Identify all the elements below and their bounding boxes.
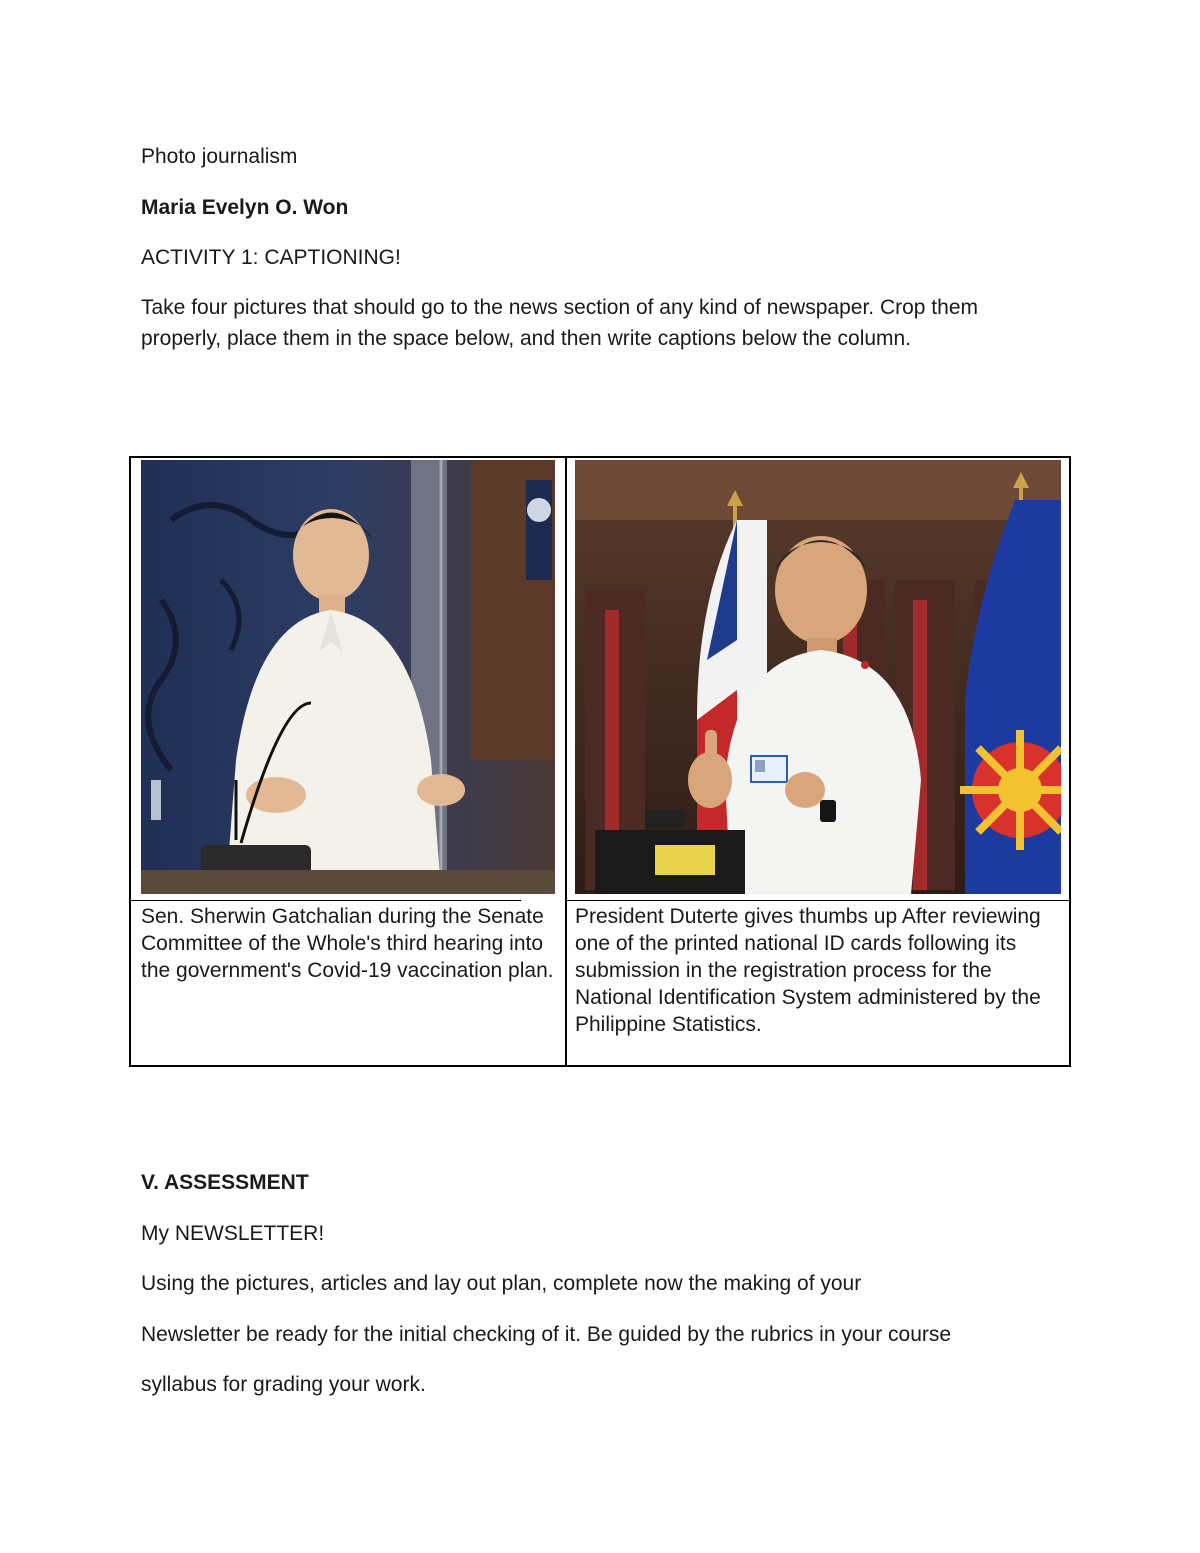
table-column-divider — [565, 458, 567, 1065]
table-row-divider-right — [567, 900, 1069, 901]
activity-instructions: Take four pictures that should go to the news section of any kind of newspaper. Crop them properly, place them in the space below, and then write captions below the column. — [141, 296, 978, 350]
senator-photo-caption: Sen. Sherwin Gatchalian during the Senate Committee of the Whole's third hearing into the government's Covid-19 vaccination plan. — [141, 905, 554, 982]
assessment-text-line-2: Newsletter be ready for the initial checking of it. Be guided by the rubrics in your course — [141, 1323, 952, 1346]
assessment-text-line-1: Using the pictures, articles and lay out plan, complete now the making of your — [141, 1272, 862, 1295]
assessment-heading: V. ASSESSMENT — [141, 1171, 309, 1194]
subject-title: Photo journalism — [141, 145, 298, 168]
photo-caption-table — [129, 456, 1071, 1067]
president-photo-caption: President Duterte gives thumbs up After reviewing one of the printed national ID cards following its submission in the registration process for the National Identification System administered by the Philippine Statistics. — [575, 905, 1041, 1036]
activity-title: ACTIVITY 1: CAPTIONING! — [141, 246, 401, 269]
assessment-subheading: My NEWSLETTER! — [141, 1222, 325, 1245]
table-row-divider-left — [131, 900, 521, 901]
assessment-text-line-3: syllabus for grading your work. — [141, 1373, 426, 1396]
author-name: Maria Evelyn O. Won — [141, 196, 349, 219]
senator-photo — [141, 460, 555, 894]
president-photo — [575, 460, 1061, 894]
